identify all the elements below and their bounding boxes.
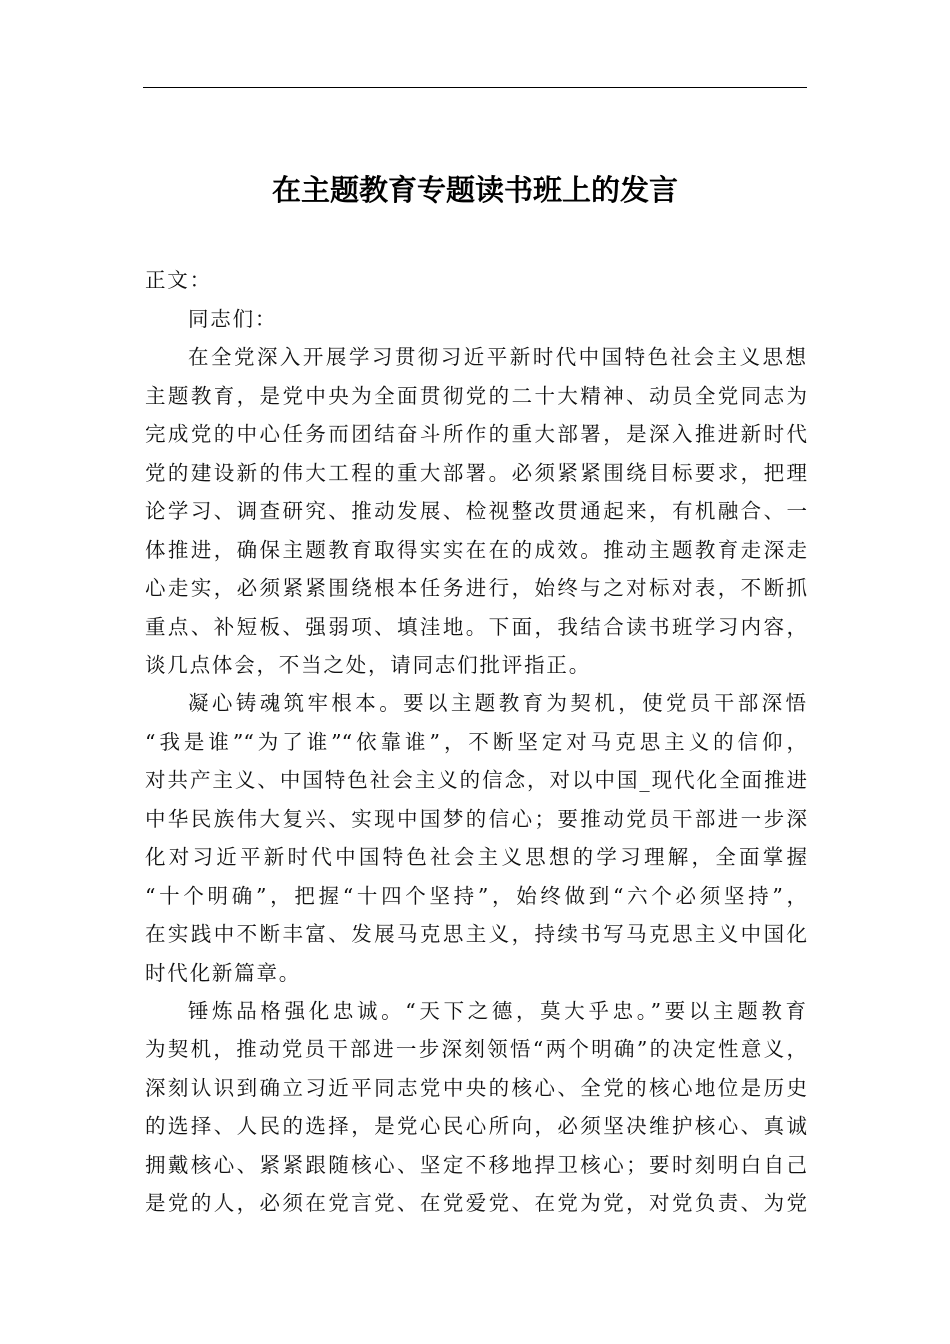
body-line: 时代化新篇章。 bbox=[145, 961, 302, 985]
body-line: 锤炼品格强化忠诚。“天下之德，莫大乎忠。”要以主题教育 bbox=[188, 999, 806, 1023]
body-line: 重点、补短板、强弱项、填洼地。下面，我结合读书班学习内容， bbox=[145, 615, 807, 639]
body-line: 中华民族伟大复兴、实现中国梦的信心；要推动党员干部进一步深 bbox=[145, 807, 807, 831]
body-line: 谈几点体会，不当之处，请同志们批评指正。 bbox=[145, 653, 591, 677]
header-rule bbox=[143, 87, 807, 88]
body-line: 在全党深入开展学习贯彻习近平新时代中国特色社会主义思想 bbox=[188, 345, 806, 369]
body-line: “十个明确”，把握“十四个坚持”，始终做到“六个必须坚持”， bbox=[145, 884, 807, 908]
body-line: 论学习、调查研究、推动发展、检视整改贯通起来，有机融合、一 bbox=[145, 499, 807, 523]
body-line: 党的建设新的伟大工程的重大部署。必须紧紧围绕目标要求，把理 bbox=[145, 461, 807, 485]
section-label: 正文： bbox=[145, 268, 212, 292]
body-line: 为契机，推动党员干部进一步深刻领悟“两个明确”的决定性意义， bbox=[145, 1037, 807, 1061]
body-line: 深刻认识到确立习近平同志党中央的核心、全党的核心地位是历史 bbox=[145, 1076, 807, 1100]
body-line: 化对习近平新时代中国特色社会主义思想的学习理解，全面掌握 bbox=[145, 845, 807, 869]
document-title: 在主题教育专题读书班上的发言 bbox=[271, 173, 678, 207]
body-line: 是党的人，必须在党言党、在党爱党、在党为党，对党负责、为党 bbox=[145, 1191, 807, 1215]
body-line: 的选择、人民的选择，是党心民心所向，必须坚决维护核心、真诚 bbox=[145, 1114, 807, 1138]
greeting: 同志们： bbox=[188, 307, 278, 331]
body-line: 拥戴核心、紧紧跟随核心、坚定不移地捍卫核心；要时刻明白自己 bbox=[145, 1153, 807, 1177]
body-line: 在实践中不断丰富、发展马克思主义，持续书写马克思主义中国化 bbox=[145, 922, 807, 946]
body-line: “我是谁”“为了谁”“依靠谁”，不断坚定对马克思主义的信仰， bbox=[145, 730, 807, 754]
body-line: 主题教育，是党中央为全面贯彻党的二十大精神、动员全党同志为 bbox=[145, 384, 807, 408]
body-line: 凝心铸魂筑牢根本。要以主题教育为契机，使党员干部深悟 bbox=[188, 691, 806, 715]
body-line: 完成党的中心任务而团结奋斗所作的重大部署，是深入推进新时代 bbox=[145, 422, 807, 446]
body-line: 对共产主义、中国特色社会主义的信念，对以中国_现代化全面推进 bbox=[145, 768, 807, 792]
body-line: 体推进，确保主题教育取得实实在在的成效。推动主题教育走深走 bbox=[145, 538, 807, 562]
body-line: 心走实，必须紧紧围绕根本任务进行，始终与之对标对表，不断抓 bbox=[145, 576, 807, 600]
